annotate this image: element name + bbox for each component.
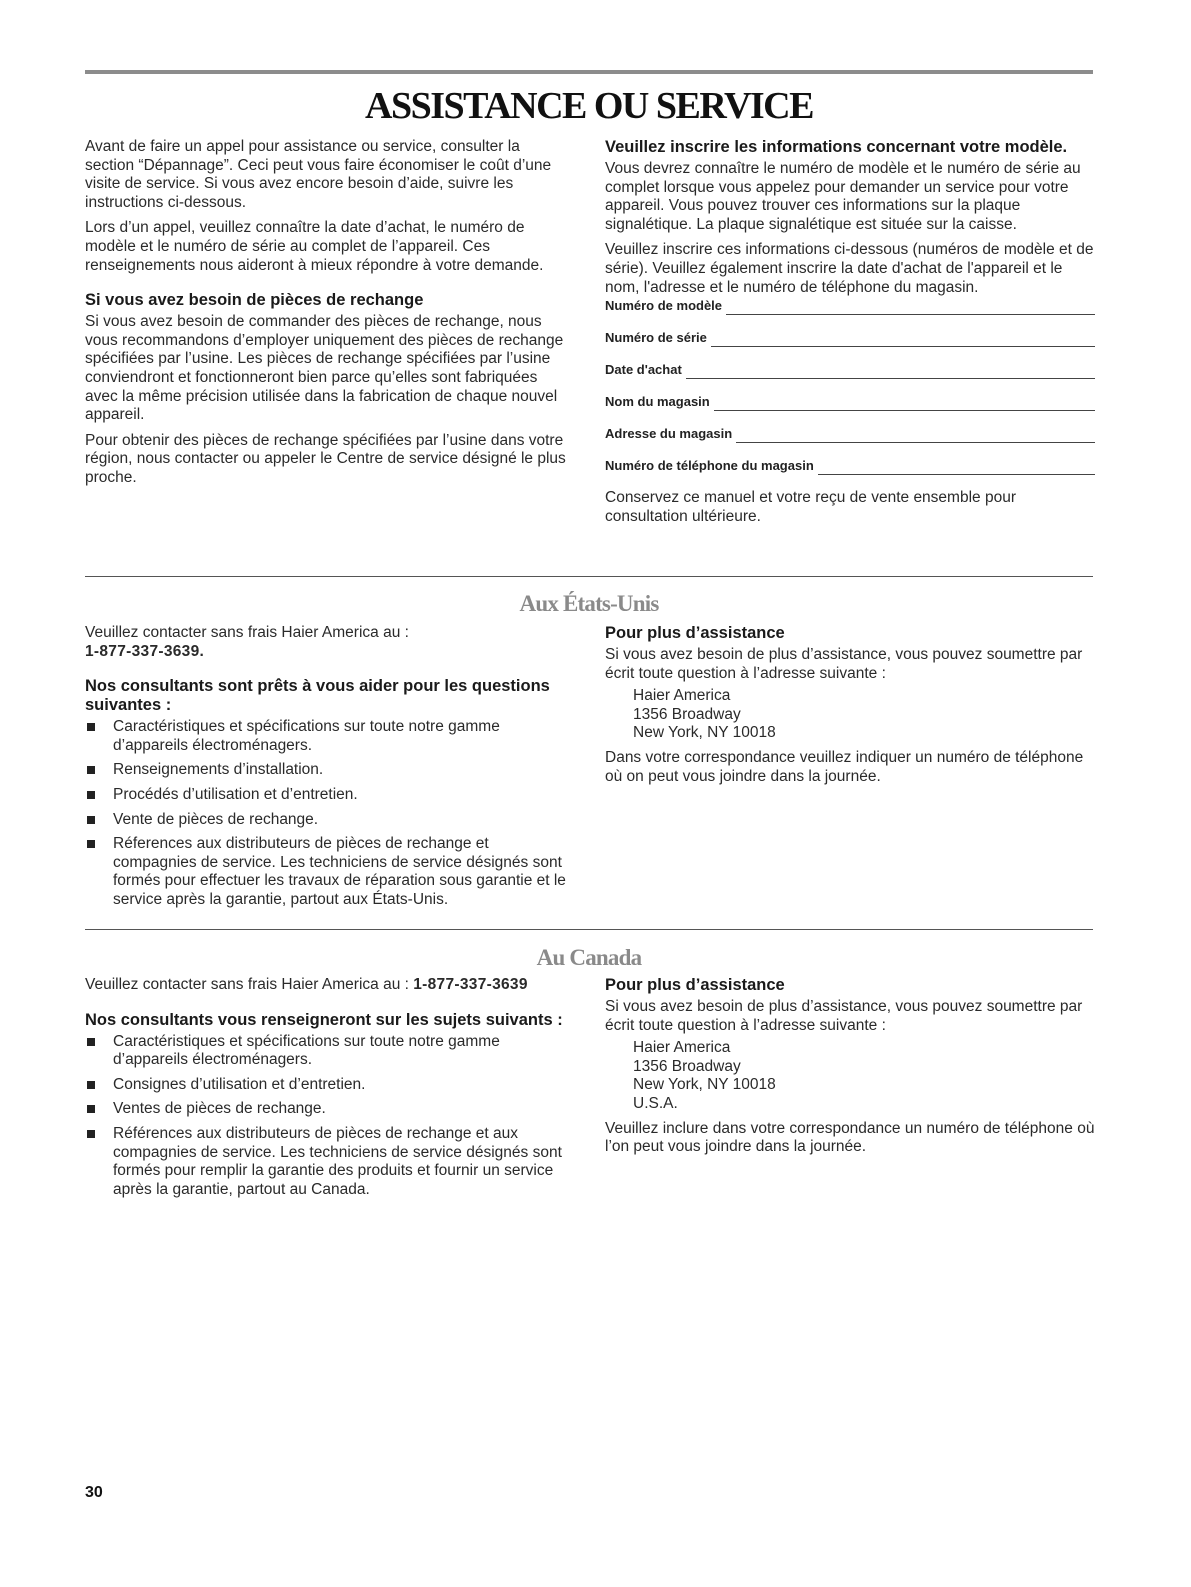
usa-left-column xyxy=(85,624,570,916)
canada-consult-heading: Nos consultants vous renseigneront sur les sujets suivants : xyxy=(85,1010,563,1029)
canada-more-paragraph: Si vous avez besoin de plus d’assistance, vous pouvez soumettre par écrit toute question à l’adresse suivante : xyxy=(605,998,1083,1034)
usa-divider xyxy=(85,576,1093,577)
intro-paragraph-2: Lors d’un appel, veuillez connaître la date d’achat, le numéro de modèle et le numéro de série au complet de l’appareil. Ces renseignements nous aideront à mieux répondre à votre demande. xyxy=(85,219,544,274)
parts-paragraph-1: Si vous avez besoin de commander des pièces de rechange, nous vous recommandons d’employer uniquement des pièces de rechange spécifiées par l’usine. Les pièces de rechange spécifiées par l’usine conviendront et fonctionneront bien parce qu’elles sont fabriquées avec la même précision utilisée dans la fabrication de chaque nouvel appareil. xyxy=(85,313,564,424)
usa-right-column xyxy=(605,624,1095,793)
canada-more-heading: Pour plus d’assistance xyxy=(605,976,785,994)
usa-contact: Veuillez contacter sans frais Haier America au : xyxy=(85,624,409,641)
top-rule xyxy=(85,70,1093,74)
list-item: Procédés d’utilisation et d’entretien. xyxy=(85,786,570,805)
model-info-form xyxy=(605,283,1095,475)
usa-closing: Dans votre correspondance veuillez indiquer un numéro de téléphone où on peut vous joindre dans la journée. xyxy=(605,748,1084,785)
form-row-store-phone[interactable]: Numéro de téléphone du magasin xyxy=(605,443,1095,475)
list-item: Renseignements d’installation. xyxy=(85,761,570,780)
usa-more-paragraph: Si vous avez besoin de plus d’assistance, vous pouvez soumettre par écrit toute question à l’adresse suivante : xyxy=(605,646,1083,682)
intro-paragraph-1: Avant de faire un appel pour assistance ou service, consulter la section “Dépannage”. Ceci peut vous faire économiser le coût d’une visite de service. Si vous avez encore besoin d’aide, suivre les instructions ci-dessous. xyxy=(85,138,552,211)
canada-phone: 1-877-337-3639 xyxy=(413,976,528,993)
list-item: Références aux distributeurs de pièces de rechange et aux compagnies de service. Les techniciens de service désignés sont formés pour remplir la garantie des produits et fournir un service après la garantie, partout au Canada. xyxy=(85,1125,570,1199)
form-row-serial[interactable]: Numéro de série xyxy=(605,315,1095,347)
page-number: 30 xyxy=(85,1484,103,1501)
usa-phone: 1-877-337-3639. xyxy=(85,642,205,660)
usa-topics-list xyxy=(85,718,570,909)
model-info-paragraph-2: Veuillez inscrire ces informations ci-dessous (numéros de modèle et de série). Veuillez également inscrire la date d'achat de l'appareil et le nom, l'adresse et le numéro de téléphone du magasin. xyxy=(605,241,1094,296)
canada-address: Haier America 1356 Broadway New York, NY 10018 U.S.A. xyxy=(633,1039,776,1112)
parts-heading: Si vous avez besoin de pièces de rechange xyxy=(85,291,424,310)
list-item: Caractéristiques et spécifications sur toute notre gamme d’appareils électroménagers. xyxy=(85,718,570,755)
canada-contact: Veuillez contacter sans frais Haier America au : 1-877-337-3639 xyxy=(85,976,528,993)
canada-right-column xyxy=(605,976,1095,1164)
list-item: Vente de pièces de rechange. xyxy=(85,811,570,830)
model-info-column xyxy=(605,138,1095,533)
intro-column xyxy=(85,138,570,495)
page-title: ASSISTANCE OU SERVICE xyxy=(365,85,813,127)
canada-divider xyxy=(85,929,1093,930)
form-row-store-address[interactable]: Adresse du magasin xyxy=(605,411,1095,443)
model-info-footer: Conservez ce manuel et votre reçu de vente ensemble pour consultation ultérieure. xyxy=(605,489,1016,525)
model-info-paragraph-1: Vous devrez connaître le numéro de modèle et le numéro de série au complet lorsque vous appelez pour demander un service pour votre appareil. Vous pouvez trouver ces informations sur la plaque signalétique. La plaque signalétique est située sur la caisse. xyxy=(605,160,1081,233)
usa-title: Aux États-Unis xyxy=(519,591,659,616)
form-row-store-name[interactable]: Nom du magasin xyxy=(605,379,1095,411)
usa-consult-heading: Nos consultants sont prêts à vous aider pour les questions suivantes : xyxy=(85,677,550,715)
parts-paragraph-2: Pour obtenir des pièces de rechange spécifiées par l’usine dans votre région, nous contacter ou appeler le Centre de service désigné le plus proche. xyxy=(85,431,566,486)
list-item: Ventes de pièces de rechange. xyxy=(85,1100,570,1119)
list-item: Consignes d’utilisation et d’entretien. xyxy=(85,1076,570,1095)
model-info-heading: Veuillez inscrire les informations concernant votre modèle. xyxy=(605,138,1068,156)
usa-more-heading: Pour plus d’assistance xyxy=(605,624,785,642)
list-item: Réferences aux distributeurs de pièces de rechange et compagnies de service. Les techniciens de service désignés sont formés pour effectuer les travaux de réparation sous garantie et le service après la garantie, partout aux États-Unis. xyxy=(85,835,570,909)
canada-left-column xyxy=(85,976,570,1205)
form-row-purchase-date[interactable]: Date d'achat xyxy=(605,347,1095,379)
canada-title: Au Canada xyxy=(536,945,642,970)
usa-address: Haier America 1356 Broadway New York, NY 10018 xyxy=(633,687,776,742)
form-row-model[interactable]: Numéro de modèle xyxy=(605,283,1095,315)
list-item: Caractéristiques et spécifications sur toute notre gamme d’appareils électroménagers. xyxy=(85,1033,570,1070)
canada-closing: Veuillez inclure dans votre correspondance un numéro de téléphone où l’on peut vous joindre dans la journée. xyxy=(605,1119,1095,1156)
canada-topics-list xyxy=(85,1033,570,1200)
